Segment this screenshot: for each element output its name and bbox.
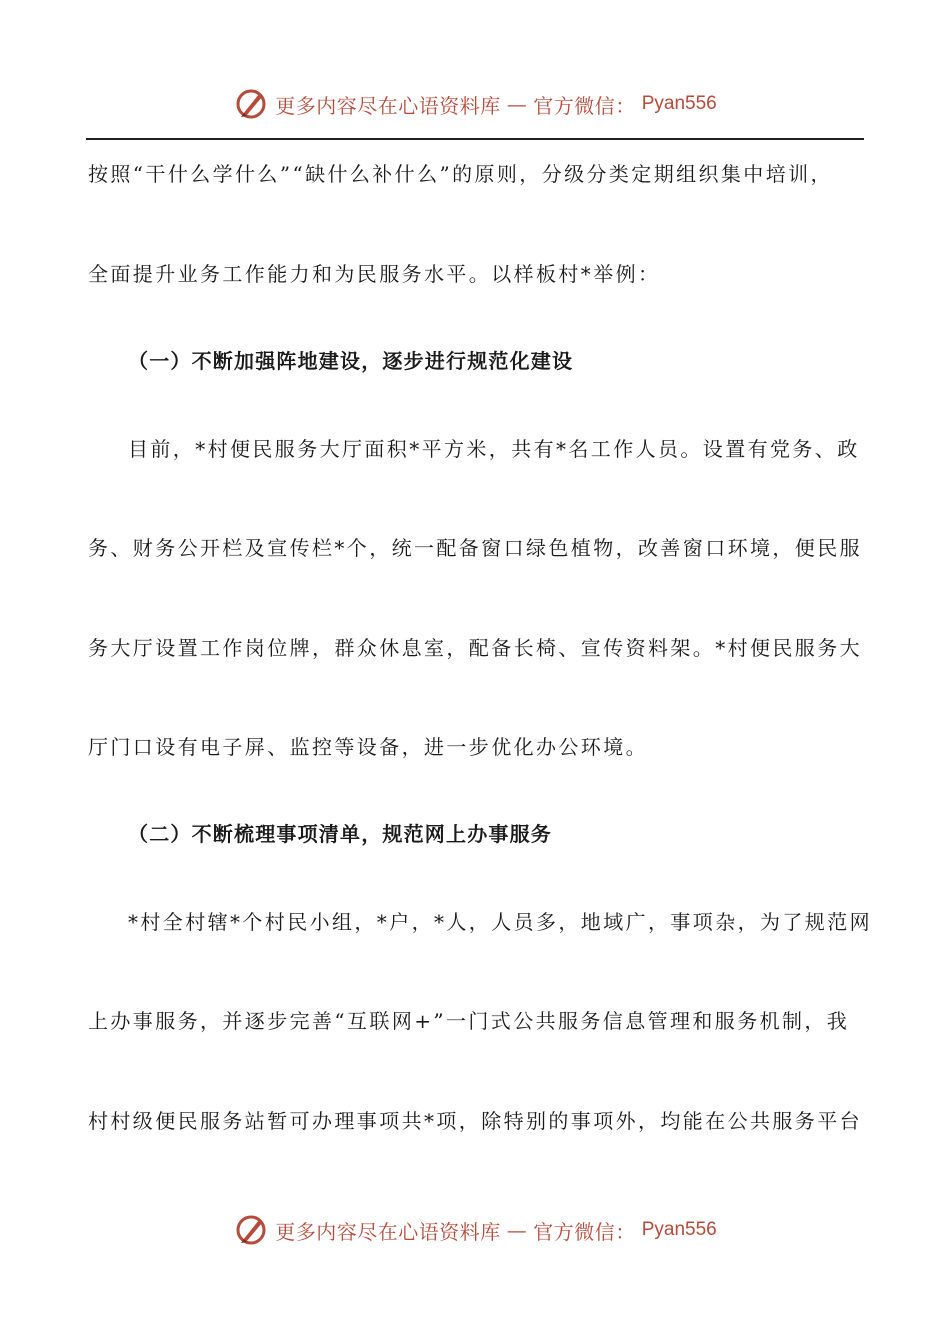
section2-line-3: 村村级便民服务站暂可办理事项共*项，除特别的事项外，均能在公共服务平台 [88, 1109, 862, 1133]
watermark-brand-text: 更多内容尽在心语资料库 [275, 93, 501, 118]
section2-line-2: 上办事服务，并逐步完善“互联网+”一门式公共服务信息管理和服务机制，我 [88, 1009, 850, 1033]
footer-brand-text: 更多内容尽在心语资料库 [275, 1219, 501, 1244]
footer-dash: — [506, 1218, 528, 1242]
section2-line-1: *村全村辖*个村民小组，*户，*人，人员多，地域广，事项杂，为了规范网 [128, 910, 872, 934]
watermark-contact-label: 官方微信： [533, 93, 636, 118]
pen-logo-icon [233, 86, 269, 122]
watermark-contact-id: Pyan556 [641, 93, 717, 114]
section-heading-2: （二）不断梳理事项清单，规范网上办事服务 [128, 822, 552, 846]
body-line-1: 按照“干什么学什么”“缺什么补什么”的原则，分级分类定期组织集中培训， [88, 162, 833, 186]
section-heading-1: （一）不断加强阵地建设，逐步进行规范化建设 [128, 349, 574, 373]
section1-line-3: 务大厅设置工作岗位牌，群众休息室，配备长椅、宣传资料架。*村便民服务大 [88, 636, 862, 660]
section1-line-1: 目前，*村便民服务大厅面积*平方米，共有*名工作人员。设置有党务、政 [128, 437, 860, 461]
header-divider [86, 138, 864, 140]
page-header [0, 84, 950, 124]
section1-line-2: 务、财务公开栏及宣传栏*个，统一配备窗口绿色植物，改善窗口环境，便民服 [88, 536, 862, 560]
watermark-brand-footer [233, 1212, 717, 1248]
body-line-2: 全面提升业务工作能力和为民服务水平。以样板村*举例： [88, 262, 661, 286]
watermark-brand [233, 86, 717, 122]
pen-logo-icon [233, 1212, 269, 1248]
watermark-dash: — [506, 92, 528, 116]
footer-contact-id: Pyan556 [641, 1219, 717, 1240]
page-footer [0, 1210, 950, 1250]
section1-line-4: 厅门口设有电子屏、监控等设备，进一步优化办公环境。 [88, 735, 648, 759]
footer-contact-label: 官方微信： [533, 1219, 636, 1244]
